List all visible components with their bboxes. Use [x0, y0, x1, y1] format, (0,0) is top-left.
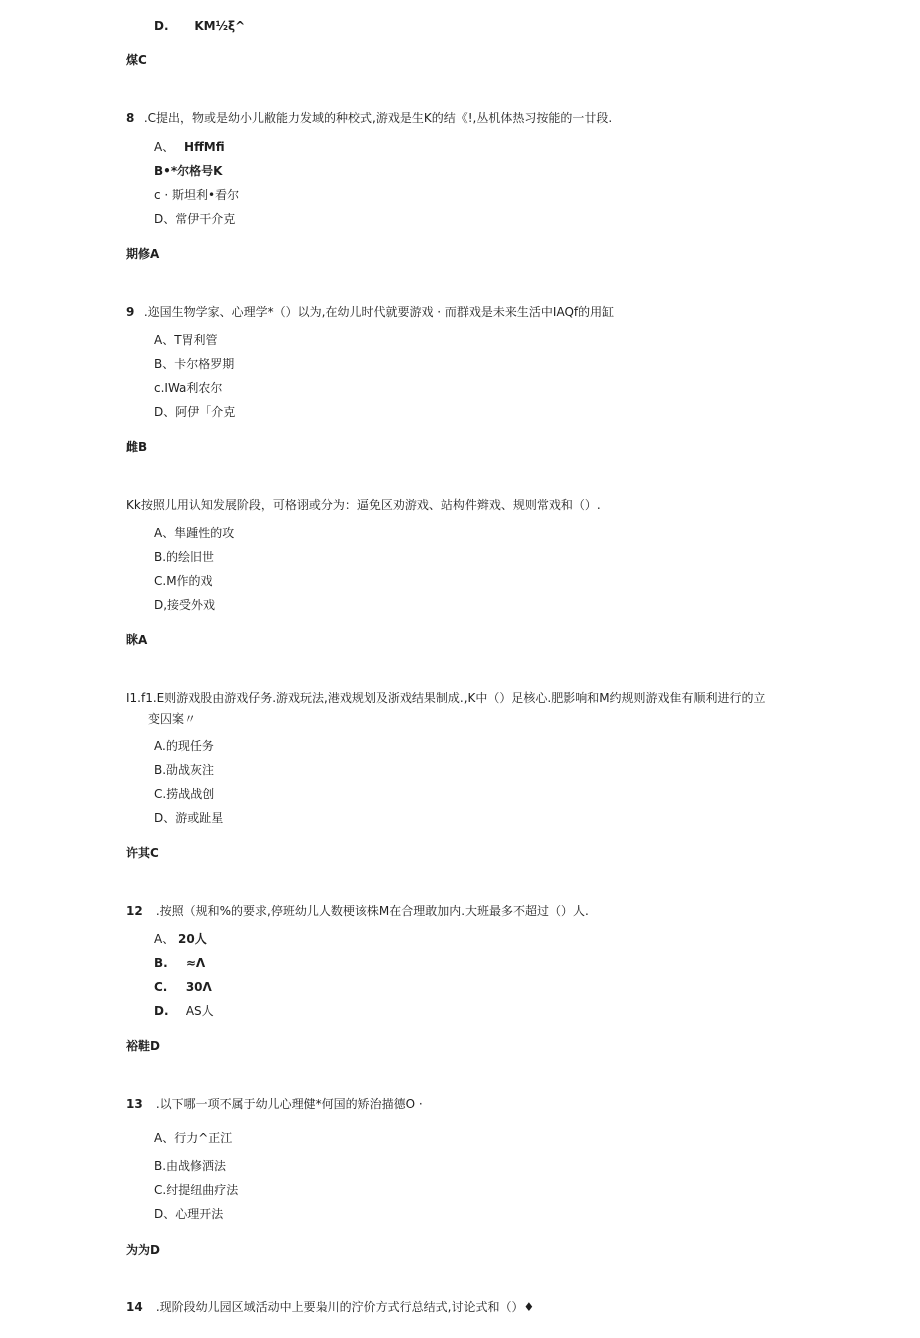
- q10-stem: Kk按照儿用认知发展阶段，可格诩或分为：逼免区劝游戏、站构件辫戏、规则常戏和（）.: [126, 498, 601, 512]
- question-text: .以下哪一项不属于幼儿心理健*何国的矫治描德O ·: [155, 1097, 423, 1111]
- option-text: KM½ξ^: [194, 19, 246, 33]
- option-letter: A、: [154, 932, 175, 946]
- option-text: 30Λ: [185, 980, 212, 994]
- q9-option-a: A、T胃利管: [154, 333, 218, 347]
- option-text: ≈Λ: [185, 956, 206, 970]
- q10-option-b: B.的绘旧世: [154, 550, 215, 564]
- q11-option-b: B.劭战灰注: [154, 763, 215, 777]
- q12-option-a: [154, 931, 207, 947]
- option-letter: A、: [154, 140, 175, 154]
- q11-option-d: D、游或趾星: [154, 811, 224, 825]
- option-letter: B.: [154, 956, 168, 970]
- q10-option-d: D,接受外戏: [154, 598, 216, 612]
- q9-option-b: B、卡尔格罗期: [154, 357, 235, 371]
- option-letter: D.: [154, 19, 169, 33]
- question-number: 9: [126, 305, 135, 319]
- q8-stem: [126, 110, 612, 126]
- option-letter: D.: [154, 1004, 169, 1018]
- q12-option-c: [154, 979, 212, 995]
- question-number: 14: [126, 1300, 143, 1314]
- q14-stem: [126, 1299, 534, 1315]
- q11-answer: 许其C: [126, 846, 159, 860]
- option-text: HffMfi: [184, 140, 225, 154]
- question-text: .C提出，物或是幼小儿敝能力发域的种校式,游戏是生K的结《!,丛机体热习按能的一廿段.: [143, 111, 613, 125]
- q13-answer: 为为D: [126, 1243, 160, 1257]
- q11-stem-line2: 变囚案〃: [148, 712, 197, 726]
- question-text: .迩国生物学家、心理学*（）以为,在幼儿时代就要游戏 · 而群戏是未来生活中IAQf的用缸: [143, 305, 615, 319]
- q11-stem-line1: I1.f1.E则游戏股由游戏仔务.游戏玩法,港戏规划及浙戏结果制成.,K中（）足核心.肥影响和M约规则游戏隹有顺利进行的立: [126, 691, 766, 705]
- q9-option-c: c.IWa利农尔: [154, 381, 223, 395]
- q11-option-a: A.的现任务: [154, 739, 214, 753]
- q13-option-c: C.纣提纽曲疗法: [154, 1183, 239, 1197]
- q11-option-c: C.捞战战创: [154, 787, 215, 801]
- q8-option-a: [154, 139, 225, 155]
- q13-option-a: A、行力^正江: [154, 1131, 233, 1145]
- option-text: 20人: [178, 932, 207, 946]
- q13-option-b: B.由战修洒法: [154, 1159, 227, 1173]
- option-text: AS人: [185, 1004, 214, 1018]
- question-number: 8: [126, 111, 135, 125]
- q10-answer: 眯A: [126, 633, 148, 647]
- question-number: 13: [126, 1097, 143, 1111]
- q13-option-d: D、心理开法: [154, 1207, 224, 1221]
- q12-stem: [126, 903, 589, 919]
- q8-answer: 期修A: [126, 247, 160, 261]
- q9-option-d: D、阿伊「介克: [154, 405, 236, 419]
- question-number: 12: [126, 904, 143, 918]
- q8-option-b: B•*尔格号K: [154, 164, 223, 178]
- q7-option-d: [154, 18, 245, 34]
- q9-answer: 雌B: [126, 440, 148, 454]
- question-text: .现阶段幼儿园区域活动中上要枭川的泞价方式行总结式,讨论式和（）♦: [155, 1300, 535, 1314]
- question-text: .按照（规和%的要求,停班幼儿人数梗该株M在合理敢加内.大班最多不超过（）人.: [155, 904, 589, 918]
- q7-answer: 煤C: [126, 53, 147, 67]
- q9-stem: [126, 304, 614, 320]
- q8-option-d: D、常伊干介克: [154, 212, 236, 226]
- q10-option-c: C.M作的戏: [154, 574, 213, 588]
- q12-option-b: [154, 955, 205, 971]
- q10-option-a: A、隼踵性的攻: [154, 526, 235, 540]
- q8-option-c: c · 斯坦利•看尔: [154, 188, 240, 202]
- q12-option-d: [154, 1003, 214, 1019]
- option-letter: C.: [154, 980, 168, 994]
- q12-answer: 裕鞋D: [126, 1039, 160, 1053]
- q13-stem: [126, 1096, 423, 1112]
